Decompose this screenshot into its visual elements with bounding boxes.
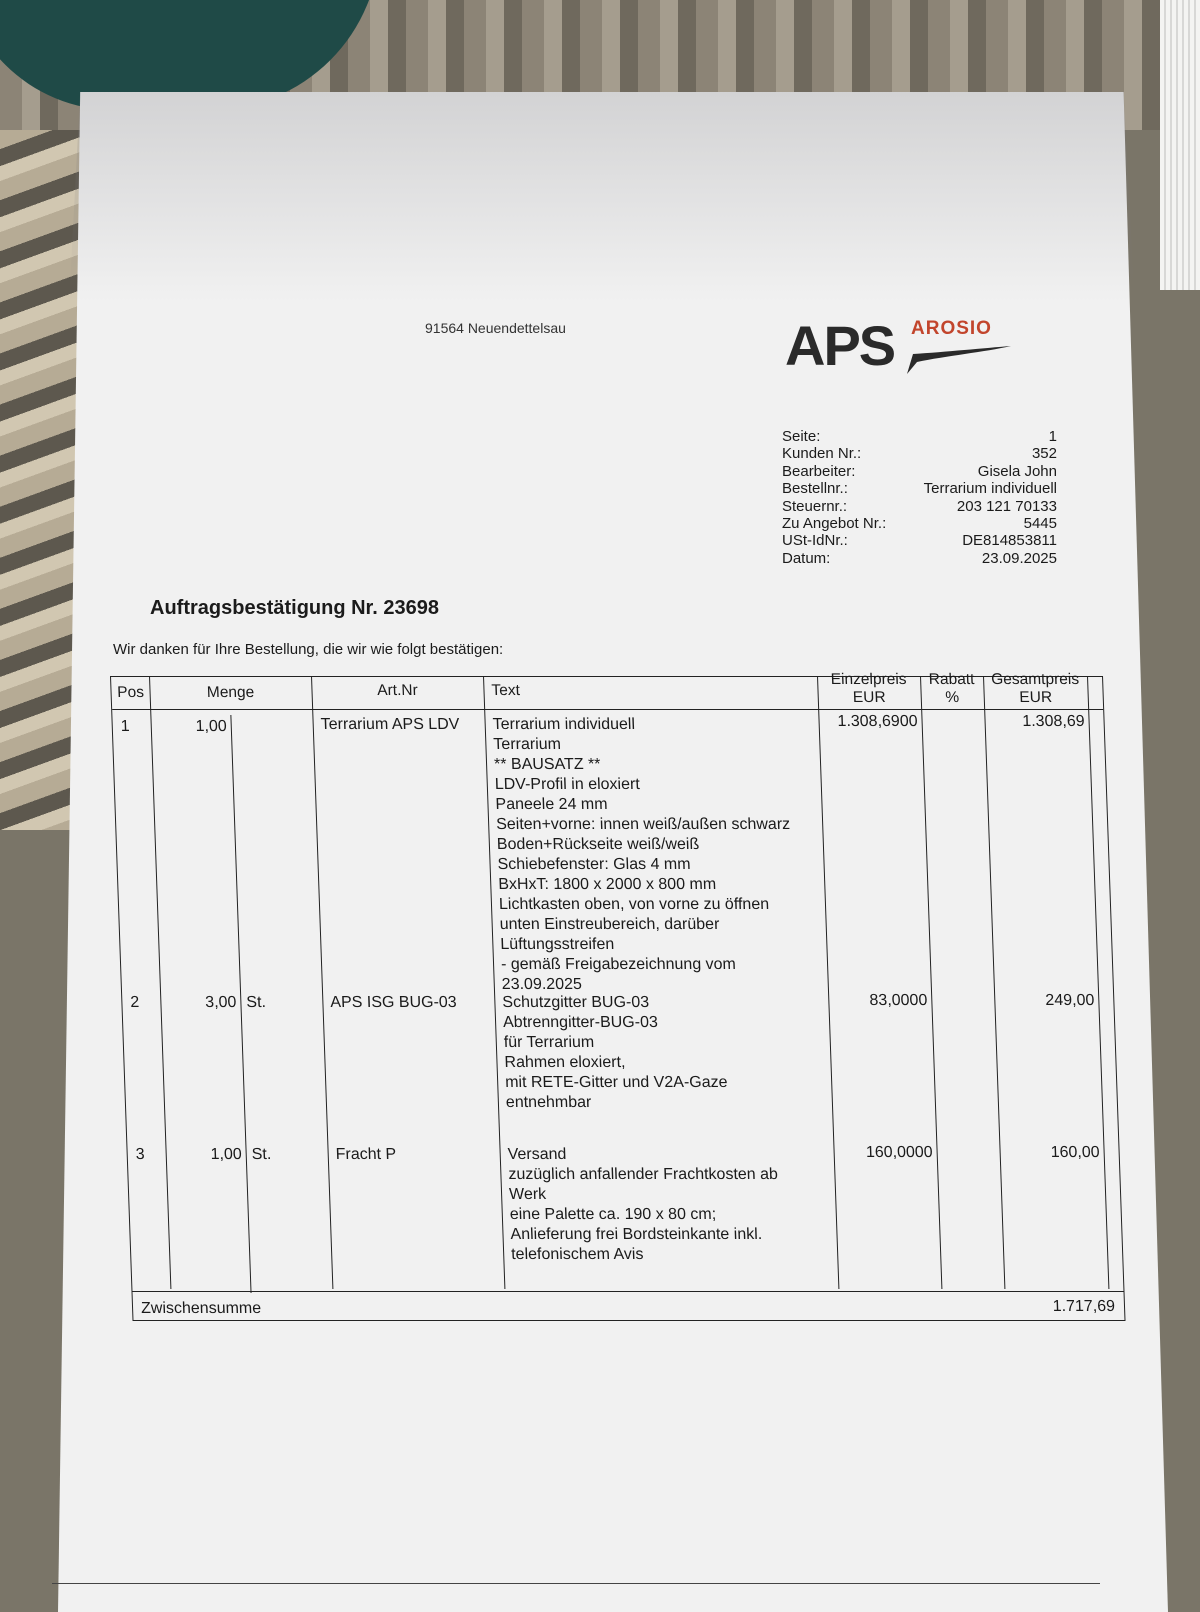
header-einzelpreis-unit: EUR bbox=[852, 689, 886, 706]
row2-einzelpreis: 83,0000 bbox=[869, 992, 928, 1009]
col-divider bbox=[149, 677, 171, 1289]
text-line: ** BAUSATZ ** bbox=[493, 756, 601, 773]
text-line: mit RETE-Gitter und V2A-Gaze bbox=[504, 1074, 728, 1091]
meta-row bbox=[782, 480, 1057, 497]
header-gesamtpreis-label: Gesamtpreis bbox=[990, 671, 1080, 688]
logo-main-text: APS bbox=[785, 314, 895, 377]
text-line: für Terrarium bbox=[503, 1034, 595, 1051]
text-line: Anlieferung frei Bordsteinkante inkl. bbox=[510, 1226, 763, 1243]
row3-artnr: Fracht P bbox=[335, 1146, 397, 1163]
row1-text bbox=[492, 715, 796, 995]
meta-value: 1 bbox=[1048, 428, 1057, 445]
meta-label: Steuernr.: bbox=[782, 497, 848, 515]
row1-pos: 1 bbox=[120, 718, 130, 735]
meta-label: Datum: bbox=[782, 549, 831, 567]
meta-value: Gisela John bbox=[977, 462, 1057, 480]
col-divider bbox=[983, 677, 1005, 1289]
text-line: unten Einstreubereich, darüber bbox=[499, 916, 720, 933]
intro-text: Wir danken für Ihre Bestellung, die wir wie folgt bestätigen: bbox=[113, 641, 504, 658]
meta-label: Kunden Nr.: bbox=[782, 445, 862, 463]
row1-einzelpreis: 1.308,6900 bbox=[837, 713, 918, 730]
col-divider bbox=[1087, 677, 1109, 1289]
text-line: LDV-Profil in eloxiert bbox=[494, 776, 641, 793]
row2-unit: St. bbox=[246, 994, 267, 1011]
col-divider bbox=[920, 677, 942, 1289]
col-divider bbox=[311, 677, 333, 1289]
meta-row bbox=[782, 515, 1057, 532]
text-line: Versand bbox=[507, 1146, 567, 1163]
row1-artnr: Terrarium APS LDV bbox=[320, 716, 460, 733]
header-divider bbox=[112, 709, 1103, 710]
text-line: telefonischem Avis bbox=[510, 1246, 644, 1263]
meta-label: Bestellnr.: bbox=[782, 480, 848, 498]
meta-label: USt-IdNr.: bbox=[782, 532, 848, 550]
paper-stack bbox=[1160, 0, 1200, 290]
company-logo bbox=[785, 314, 1025, 380]
meta-label: Zu Angebot Nr.: bbox=[782, 515, 887, 533]
text-line: Rahmen eloxiert, bbox=[504, 1054, 626, 1071]
background-fabric-left bbox=[0, 130, 80, 830]
row3-menge: 1,00 bbox=[210, 1146, 243, 1163]
row2-gesamtpreis: 249,00 bbox=[1045, 992, 1095, 1009]
meta-label: Bearbeiter: bbox=[782, 462, 856, 480]
meta-label: Seite: bbox=[782, 428, 821, 445]
meta-row bbox=[782, 428, 1057, 445]
header-einzelpreis-label: Einzelpreis bbox=[830, 671, 907, 688]
meta-row bbox=[782, 550, 1057, 567]
row2-artnr: APS ISG BUG-03 bbox=[330, 994, 457, 1011]
text-line: Lüftungsstreifen bbox=[500, 936, 615, 953]
meta-row bbox=[782, 445, 1057, 462]
text-line: Seiten+vorne: innen weiß/außen schwarz bbox=[495, 816, 791, 833]
header-einzelpreis bbox=[817, 671, 921, 707]
header-artnr: Art.Nr bbox=[376, 682, 419, 699]
order-table bbox=[110, 671, 1126, 1321]
text-line: BxHxT: 1800 x 2000 x 800 mm bbox=[497, 876, 717, 893]
document-title: Auftragsbestätigung Nr. 23698 bbox=[150, 597, 439, 619]
header-rabatt-unit: % bbox=[945, 689, 960, 706]
meta-value: 23.09.2025 bbox=[981, 549, 1057, 567]
header-menge: Menge bbox=[206, 684, 255, 701]
text-line: Lichtkasten oben, von vorne zu öffnen bbox=[498, 896, 770, 913]
subtotal-value: 1.717,69 bbox=[1052, 1298, 1116, 1315]
document-meta bbox=[782, 428, 1057, 567]
meta-value: Terrarium individuell bbox=[923, 480, 1057, 498]
text-line: Terrarium individuell bbox=[492, 716, 636, 733]
meta-row bbox=[782, 532, 1057, 549]
logo-sub-text: AROSIO bbox=[911, 318, 992, 339]
footer-divider bbox=[52, 1583, 1100, 1584]
row1-menge: 1,00 bbox=[195, 718, 228, 735]
header-rabatt-label: Rabatt bbox=[928, 671, 975, 688]
header-rabatt bbox=[920, 671, 984, 707]
row3-text bbox=[507, 1145, 781, 1265]
text-line: eine Palette ca. 190 x 80 cm; bbox=[509, 1206, 717, 1223]
row3-gesamtpreis: 160,00 bbox=[1050, 1144, 1100, 1161]
text-line: Paneele 24 mm bbox=[495, 796, 608, 813]
meta-value: 352 bbox=[1031, 445, 1057, 463]
text-line: entnehmbar bbox=[505, 1094, 592, 1111]
row2-pos: 2 bbox=[130, 994, 140, 1011]
text-line: zuzüglich anfallender Frachtkosten ab bbox=[508, 1166, 779, 1183]
meta-row bbox=[782, 463, 1057, 480]
row3-unit: St. bbox=[251, 1146, 272, 1163]
meta-value: 5445 bbox=[1023, 515, 1057, 533]
header-pos: Pos bbox=[116, 684, 145, 701]
meta-value: 203 121 70133 bbox=[956, 497, 1057, 515]
meta-row bbox=[782, 498, 1057, 515]
sender-address: 91564 Neuendettelsau bbox=[425, 320, 566, 336]
text-line: Werk bbox=[508, 1186, 547, 1203]
row3-einzelpreis: 160,0000 bbox=[865, 1144, 933, 1161]
text-line: Schutzgitter BUG-03 bbox=[502, 994, 650, 1011]
header-text: Text bbox=[491, 682, 521, 699]
header-gesamtpreis-unit: EUR bbox=[1019, 689, 1053, 706]
text-line: Boden+Rückseite weiß/weiß bbox=[496, 836, 700, 853]
page-shadow bbox=[58, 92, 1168, 302]
subtotal-divider bbox=[132, 1291, 1123, 1292]
text-line: Abtrenngitter-BUG-03 bbox=[502, 1014, 659, 1031]
row1-gesamtpreis: 1.308,69 bbox=[1022, 713, 1085, 730]
text-line: Schiebefenster: Glas 4 mm bbox=[497, 856, 691, 873]
col-divider bbox=[817, 677, 839, 1289]
meta-value: DE814853811 bbox=[962, 532, 1057, 550]
row2-text bbox=[502, 993, 728, 1113]
row2-menge: 3,00 bbox=[204, 994, 237, 1011]
text-line: - gemäß Freigabezeichnung vom bbox=[500, 956, 737, 973]
subtotal-label: Zwischensumme bbox=[140, 1300, 262, 1317]
header-gesamtpreis bbox=[983, 671, 1088, 707]
text-line: 23.09.2025 bbox=[501, 976, 583, 993]
text-line: Terrarium bbox=[493, 736, 562, 753]
row3-pos: 3 bbox=[135, 1146, 145, 1163]
logo-swoosh-icon bbox=[905, 340, 1015, 376]
